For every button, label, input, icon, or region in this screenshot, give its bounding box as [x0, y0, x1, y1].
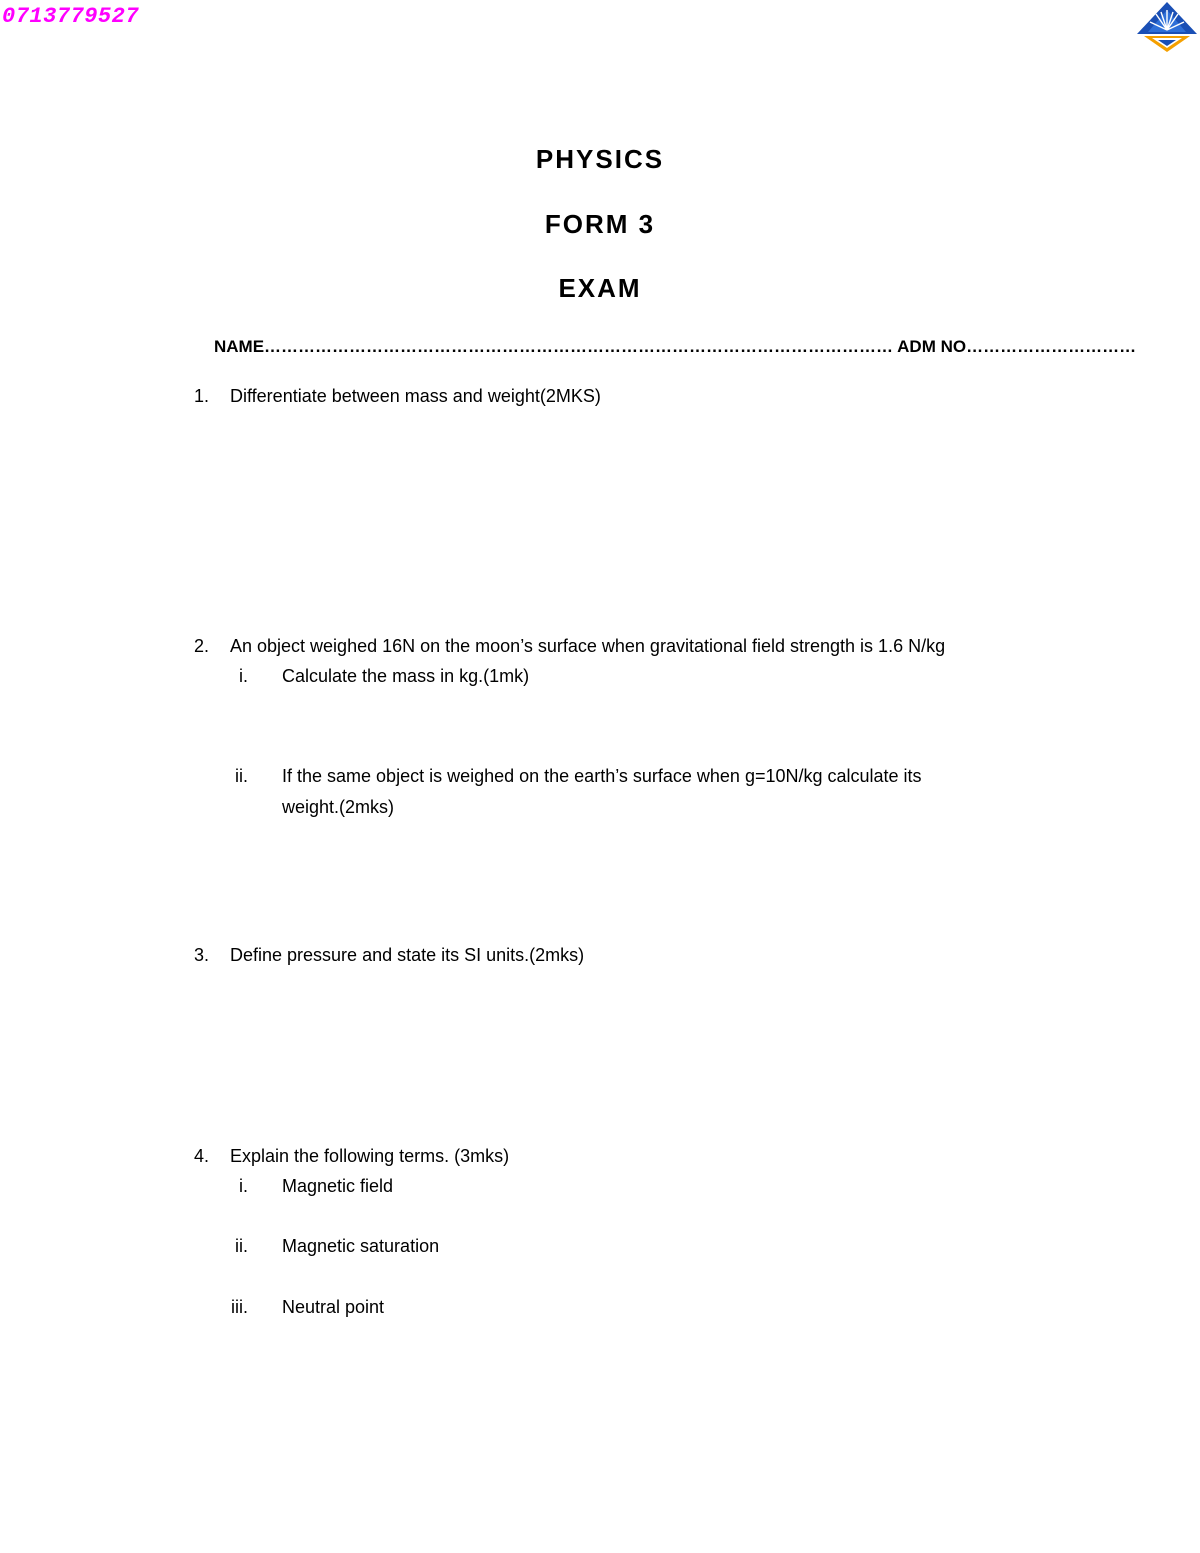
question-number: 3.: [194, 945, 210, 965]
sub-question-text: Magnetic field: [282, 1176, 394, 1196]
sub-question-text: Calculate the mass in kg.(1mk): [282, 666, 530, 686]
sub-question-text-continued: weight.(2mks): [282, 797, 395, 817]
phone-number-watermark: 0713779527: [2, 4, 140, 29]
question-text: Explain the following terms. (3mks): [230, 1146, 510, 1166]
sub-question-text: Magnetic saturation: [282, 1236, 440, 1256]
name-adm-line: NAME………………………………………………………………………………………………… ADM NO…………………………: [214, 337, 1137, 356]
sub-question-number: ii.: [235, 1236, 248, 1256]
sub-question-text: If the same object is weighed on the earth’s surface when g=10N/kg calculate its: [282, 766, 922, 786]
sub-question-number: iii.: [231, 1297, 248, 1317]
sub-question-number: ii.: [235, 766, 248, 786]
question-text: An object weighed 16N on the moon’s surface when gravitational field strength is 1.6 N/kg: [230, 636, 946, 656]
question-number: 2.: [194, 636, 210, 656]
exam-title: EXAM: [558, 273, 642, 303]
question-number: 1.: [194, 386, 210, 406]
question-text: Define pressure and state its SI units.(2mks): [230, 945, 585, 965]
sub-question-number: i.: [239, 666, 248, 686]
sub-question-number: i.: [239, 1176, 248, 1196]
form-title: FORM 3: [544, 209, 656, 239]
question-text: Differentiate between mass and weight(2MKS): [230, 386, 601, 406]
question-number: 4.: [194, 1146, 210, 1166]
sub-question-text: Neutral point: [282, 1297, 385, 1317]
subject-title: PHYSICS: [535, 144, 665, 174]
publisher-logo-icon: [1134, 0, 1200, 56]
